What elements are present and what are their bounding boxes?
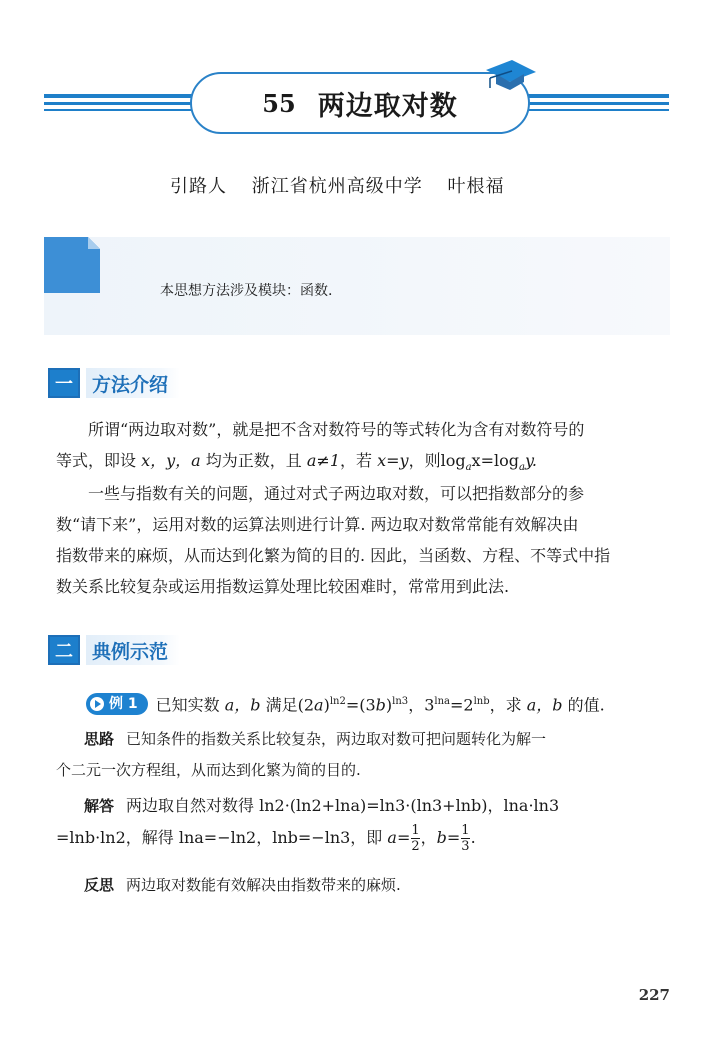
section-header-method (48, 366, 180, 400)
section-badge: 一 (48, 368, 80, 398)
section-header-examples (48, 633, 180, 667)
graduation-cap-icon (482, 56, 538, 96)
text-line: 已知条件的指数关系比较复杂，两边取对数可把问题转化为解一 (126, 730, 547, 748)
method-paragraph-1 (56, 414, 672, 483)
method-paragraph-2 (56, 478, 672, 602)
chapter-number: 55 (262, 88, 296, 118)
intro-text: 本思想方法涉及模块：函数. (160, 283, 333, 299)
text-line: =lnb·ln2，解得 lna=−ln2，lnb=−ln3，即 a= $\frac{1}{2}$ ，b= $\frac{1}{3}$ . (56, 823, 476, 854)
text-line: 所谓“两边取对数”，就是把不含对数符号的等式转化为含有对数符号的 (88, 420, 585, 439)
example-label: 例 1 (86, 693, 148, 715)
text-line: 个二元一次方程组，从而达到化繁为简的目的. (56, 761, 361, 779)
section-title: 典例示范 (86, 635, 180, 665)
section-title: 方法介绍 (86, 368, 180, 398)
solution-block (56, 790, 672, 854)
text-line: 两边取自然对数得 ln2·(ln2+lna)=ln3·(ln3+lnb)，lna·ln3 (126, 796, 560, 815)
fraction: $\frac{1}{3}$ (461, 823, 470, 854)
play-icon (90, 697, 104, 711)
text-line: 等式，即设 x，y，a 均为正数，且 a≠1，若 x=y，则$\log_ax=\log_ay$. (56, 451, 537, 474)
thinking-block (56, 724, 672, 786)
chapter-title-banner (190, 72, 530, 134)
section-badge: 二 (48, 635, 80, 665)
fraction: $\frac{1}{2}$ (411, 823, 420, 854)
thinking-tag: 思路 (84, 730, 115, 748)
text-line: 数“请下来”，运用对数的运算法则进行计算. 两边取对数常常能有效解决由 (56, 515, 579, 534)
corner-ribbon-icon (44, 237, 100, 293)
page-number: 227 (638, 986, 670, 1004)
text-line: 数关系比较复杂或运用指数运算处理比较困难时，常常用到此法. (56, 577, 510, 596)
text-line: 指数带来的麻烦，从而达到化繁为简的目的. 因此，当函数、方程、不等式中指 (56, 546, 611, 565)
reflection-block (56, 870, 672, 901)
reflection-tag: 反思 (84, 876, 115, 894)
solution-tag: 解答 (84, 797, 115, 815)
author-school: 浙江省杭州高级中学 (251, 176, 423, 197)
author-name: 叶根福 (447, 176, 505, 197)
author-line (170, 172, 522, 198)
text-line: 一些与指数有关的问题，通过对式子两边取对数，可以把指数部分的参 (88, 484, 585, 503)
author-role: 引路人 (170, 176, 227, 197)
example-1-question: 例 1 已知实数 a，b 满足$(2a)^{ln2}=(3b)^{ln3}$，$3^{lna}=2^{lnb}$，求 a，b 的值. (86, 686, 676, 720)
text-line: 两边取对数能有效解决由指数带来的麻烦. (126, 876, 401, 894)
intro-box (44, 237, 670, 335)
chapter-title: 两边取对数 (317, 90, 458, 122)
